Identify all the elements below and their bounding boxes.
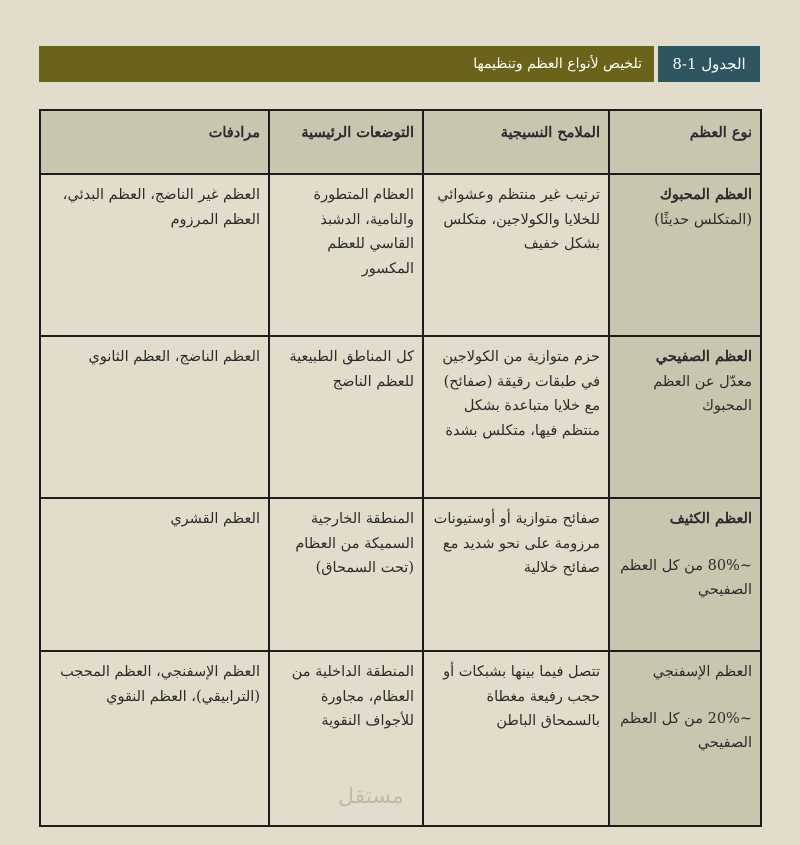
bone-type-cell: [609, 336, 761, 498]
table-header-row: [40, 110, 761, 174]
table-title-bar: [39, 46, 760, 82]
synonyms-cell: العظم القشري: [40, 498, 269, 651]
locations-cell: المنطقة الداخلية من العظام، مجاورة للأجواف النقوية: [269, 651, 423, 826]
locations-cell: العظام المتطورة والنامية، الدشبذ القاسي للعظم المكسور: [269, 174, 423, 336]
bone-type-name: العظم المحبوك: [659, 186, 752, 203]
bone-type-note: ~80% من كل العظم الصفيحي: [620, 557, 752, 598]
locations-cell: كل المناطق الطبيعية للعظم الناضج: [269, 336, 423, 498]
bone-type-name: العظم الإسفنجي: [652, 664, 752, 680]
features-cell: تتصل فيما بينها بشبكات أو حجب رفيعة مغطاة بالسمحاق الباطن: [423, 651, 609, 826]
column-header-features: الملامح النسيجية: [423, 110, 609, 174]
column-header-type: نوع العظم: [609, 110, 761, 174]
features-cell: ترتيب غير منتظم وعشوائي للخلايا والكولاجين، متكلس بشكل خفيف: [423, 174, 609, 336]
bone-type-cell: [609, 498, 761, 651]
features-cell: حزم متوازية من الكولاجين في طبقات رقيقة (صفائح) مع خلايا متباعدة بشكل منتظم فيها، متكلس بشدة: [423, 336, 609, 498]
bone-type-name: العظم الصفيحي: [655, 348, 752, 365]
synonyms-cell: العظم غير الناضج، العظم البدئي، العظم المرزوم: [40, 174, 269, 336]
bone-type-cell: [609, 651, 761, 826]
bone-type-note: ~20% من كل العظم الصفيحي: [620, 710, 752, 751]
watermark: مستقل: [338, 784, 404, 809]
column-header-locations: التوضعات الرئيسية: [269, 110, 423, 174]
table-row: [40, 498, 761, 651]
table-number: الجدول 1-8: [654, 46, 760, 82]
features-cell: صفائح متوازية أو أوستيونات مرزومة على نحو شديد مع صفائح خلالية: [423, 498, 609, 651]
bone-type-cell: [609, 174, 761, 336]
locations-cell: المنطقة الخارجية السميكة من العظام (تحت السمحاق): [269, 498, 423, 651]
table-row: [40, 336, 761, 498]
bone-type-note: معدّل عن العظم المحبوك: [653, 373, 752, 414]
bone-type-name: العظم الكثيف: [669, 510, 752, 527]
synonyms-cell: العظم الإسفنجي، العظم المحجب (الترابيقي)، العظم النقوي: [40, 651, 269, 826]
bone-type-note: (المتكلس حديثًا): [654, 211, 752, 228]
table-title: تلخيص لأنواع العظم وتنظيمها: [473, 56, 642, 72]
synonyms-cell: العظم الناضج، العظم الثانوي: [40, 336, 269, 498]
bone-types-table: [39, 109, 762, 827]
column-header-synonyms: مرادفات: [40, 110, 269, 174]
table-row: [40, 174, 761, 336]
